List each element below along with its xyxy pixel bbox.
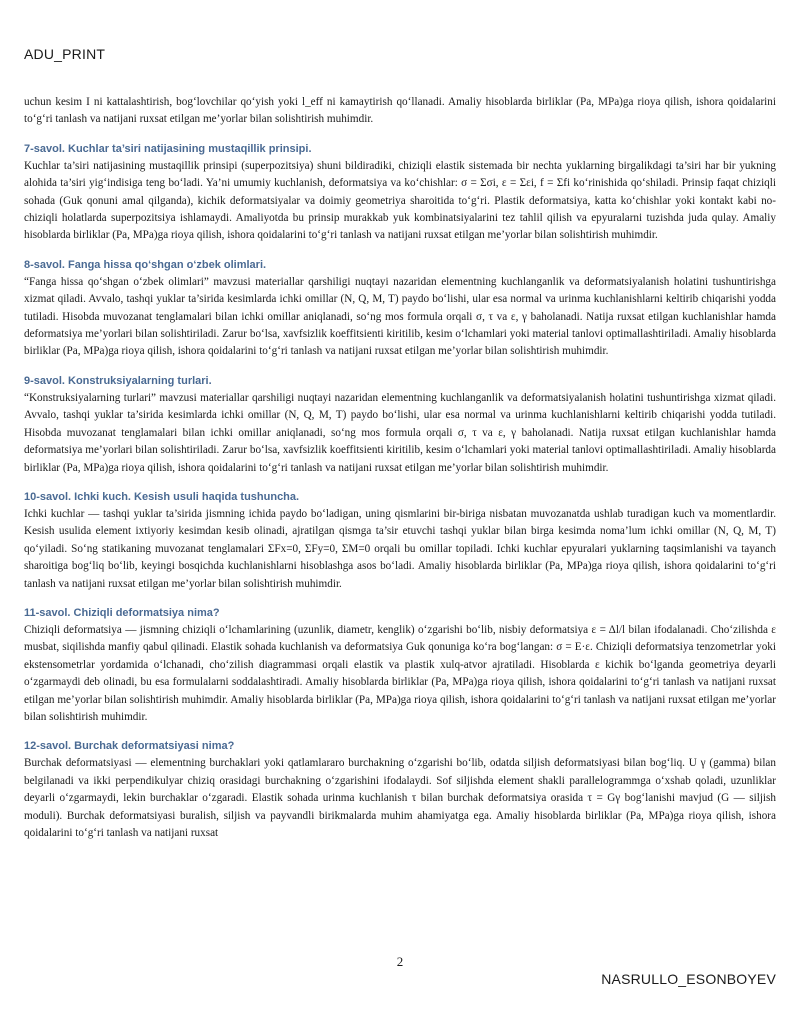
section-body: Chiziqli deformatsiya — jismning chiziqli o‘lchamlarining (uzunlik, diametr, kenglik) o‘zgarishi bo‘lib, nisbiy deformatsiya ε = Δl/l bilan ifodalanadi. Cho‘zilishda ε musbat, siqilishda manfiy qabul qilinadi. Elastik sohada kuchlanish va deformatsiya Guk qonuniga ko‘ra bog‘langan: σ = E·ε. Chiziqli deformatsiya tenzometrlar yoki ekstensometrlar yordamida o‘lchanadi, cho‘zilish diagrammasi orqali elastik va plastik xulq-atvor ajratiladi. Hisoblarda ε kichik bo‘lganda geometriya deyarli o‘zgarmaydi deb olinadi, bu esa formulalarni soddalashtiradi. Amaliy hisoblarda birliklar (Pa, MPa)ga rioya qilish, ishora qoidalarini to‘g‘ri tanlash va natijani ruxsat etilgan me’yorlar bilan solishtirish muhimdir. Amaliy hisoblarda birliklar (Pa, MPa)ga rioya qilish, ishora qoidalarini to‘g‘ri tanlash va natijani ruxsat etilgan me’yorlar bilan solishtirish muhimdir. [24, 623, 776, 723]
section-9 [24, 373, 776, 477]
section-title: 8-savol. Fanga hissa qo‘shgan o‘zbek olimlari. [24, 258, 267, 271]
section-10 [24, 489, 776, 593]
section-body: “Fanga hissa qo‘shgan o‘zbek olimlari” mavzusi materiallar qarshiligi nuqtayi nazaridan elementning kuchlanganlik va deformatsiyalanish holatini tushuntirishga xizmat qiladi. Avvalo, tashqi yuklar ta’sirida kesimlarda ichki omillar (N, Q, M, T) paydo bo‘lishi, ular esa normal va urinma kuchlanishlarni keltirib chiqarishi yodda tutiladi. Hisobda muvozanat tenglamalari bilan ichki omillar aniqlanadi, so‘ng mos formula orqali σ, τ va ε, γ baholanadi. Natija ruxsat etilgan kuchlanishlar hamda deformatsiya me’yorlari bilan solishtiriladi. Zarur bo‘lsa, xavfsizlik koeffitsienti kiritilib, kesim o‘lchamlari yoki material tanlovi optimallashtiriladi. Amaliy hisoblarda birliklar (Pa, MPa)ga rioya qilish, ishora qoidalarini to‘g‘ri tanlash va natijani ruxsat etilgan me’yorlar bilan solishtirish muhimdir. [24, 275, 776, 358]
section-8 [24, 257, 776, 361]
section-title: 10-savol. Ichki kuch. Kesish usuli haqida tushuncha. [24, 490, 300, 503]
footer-author: NASRULLO_ESONBOYEV [601, 971, 776, 987]
section-title: 9-savol. Konstruksiyalarning turlari. [24, 374, 212, 387]
header-brand: ADU_PRINT [24, 46, 106, 62]
section-title: 12-savol. Burchak deformatsiyasi nima? [24, 740, 235, 753]
section-body: Kuchlar ta’siri natijasining mustaqillik prinsipi (superpozitsiya) shuni bildiradiki, chiziqli elastik sistemada bir nechta yuklarning birgalikdagi ta’siri har bir yukning alohida ta’siri yig‘indisiga teng bo‘ladi. Ya’ni umumiy kuchlanish, deformatsiya va ko‘chishlar: σ = Σσi, ε = Σεi, f = Σfi ko‘rinishida qo‘shiladi. Prinsip faqat chiziqli sohada (Guk qonuni amal qilganda), kichik deformatsiyalar va doimiy geometriya sharoitida to‘g‘ri. Plastik deformatsiya, katta ko‘chishlar yoki kontakt kabi no-chiziqli holatlarda superpozitsiya ishlamaydi. Amaliyotda bu prinsip murakkab yuk kombinatsiyalarini tez tahlil qilish va epyuralarni tuzishda juda qulay. Amaliy hisoblarda birliklar (Pa, MPa)ga rioya qilish, ishora qoidalarini to‘g‘ri tanlash va natijani ruxsat etilgan me’yorlar bilan solishtirish muhimdir. [24, 159, 776, 242]
section-7 [24, 141, 776, 245]
page-number: 2 [396, 954, 404, 969]
section-11 [24, 605, 776, 726]
section-body: “Konstruksiyalarning turlari” mavzusi materiallar qarshiligi nuqtayi nazaridan elementning kuchlanganlik va deformatsiyalanish holatini tushuntirishga xizmat qiladi. Avvalo, tashqi yuklar ta’sirida kesimlarda ichki omillar (N, Q, M, T) paydo bo‘lishi, ular esa normal va urinma kuchlanishlarni keltirib chiqarishi yodda tutiladi. Hisobda muvozanat tenglamalari bilan ichki omillar aniqlanadi, so‘ng mos formula orqali σ, τ va ε, γ baholanadi. Natija ruxsat etilgan kuchlanishlar hamda deformatsiya me’yorlari bilan solishtiriladi. Zarur bo‘lsa, xavfsizlik koeffitsienti kiritilib, kesim o‘lchamlari yoki material tanlovi optimallashtiriladi. Amaliy hisoblarda birliklar (Pa, MPa)ga rioya qilish, ishora qoidalarini to‘g‘ri tanlash va natijani ruxsat etilgan me’yorlar bilan solishtirish muhimdir. [24, 391, 776, 474]
section-body: Burchak deformatsiyasi — elementning burchaklari yoki qatlamlararo burchakning o‘zgarishi bo‘lib, odatda siljish deformatsiyasi bilan bog‘liq. U γ (gamma) bilan belgilanadi va ikki perpendikulyar chiziq orasidagi burchakning o‘zgarishini ifodalaydi. Sof siljishda element shakli parallelogrammga o‘xshab qoladi, uzunliklar deyarli o‘zgarmaydi, lekin burchaklar o‘zgaradi. Elastik sohada urinma kuchlanish τ bilan burchak deformatsiya orasida τ = Gγ bog‘lanishi mavjud (G — siljish moduli). Burchak deformatsiyasi buralish, siljish va payvandli birikmalarda muhim ahamiyatga ega. Amaliy hisoblarda birliklar (Pa, MPa)ga rioya qilish, ishora qoidalarini to‘g‘ri tanlash va natijani ruxsat [24, 757, 776, 839]
section-body: Ichki kuchlar — tashqi yuklar ta’sirida jismning ichida paydo bo‘ladigan, uning qismlarini bir-biriga nisbatan muvozanatda ushlab turadigan kuch va momentlardir. Kesish usulida element ixtiyoriy kesimdan kesib olinadi, ajratilgan qismga ta’sir etuvchi tashqi yuklar bilan birga kesimda noma’lum ichki omillar (N, Q, M, T) qo‘yiladi. So‘ng statikaning muvozanat tenglamalari ΣFx=0, ΣFy=0, ΣM=0 orqali bu omillar topiladi. Ichki kuchlar epyuralari yuklarning taqsimlanishi va tayanch sharoitiga bog‘liq bo‘lib, keyingi bosqichda kuchlanishlarni hisoblashga asos bo‘ladi. Amaliy hisoblarda birliklar (Pa, MPa)ga rioya qilish, ishora qoidalarini to‘g‘ri tanlash va natijani ruxsat etilgan me’yorlar bilan solishtirish muhimdir. [24, 507, 776, 590]
section-12 [24, 738, 776, 842]
intro-paragraph: uchun kesim I ni kattalashtirish, bog‘lovchilar qo‘yish yoki l_eff ni kamaytirish qo‘llanadi. Amaliy hisoblarda birliklar (Pa, MPa)ga rioya qilish, ishora qoidalarini to‘g‘ri tanlash va natijani ruxsat etilgan me’yorlar bilan solishtirish muhimdir. [24, 96, 776, 126]
section-title: 11-savol. Chiziqli deformatsiya nima? [24, 606, 220, 619]
page-content [24, 94, 776, 842]
section-title: 7-savol. Kuchlar ta’siri natijasining mustaqillik prinsipi. [24, 142, 312, 155]
